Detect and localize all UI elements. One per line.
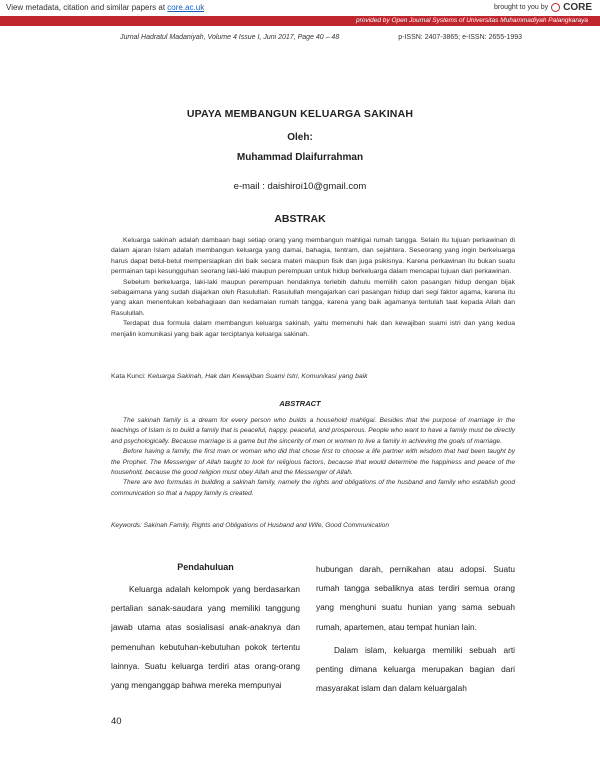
body-paragraph: Dalam islam, keluarga memiliki sebuah arti penting dimana keluarga merupakan bagian dari masyarakat islam dan dalam keluargalah	[316, 644, 515, 694]
brought-by: brought to you by CORE	[494, 2, 592, 13]
paper-title: UPAYA MEMBANGUN KELUARGA SAKINAH	[186, 108, 414, 120]
abstrak-paragraph: Keluarga sakinah adalah dambaan bagi setiap orang yang membangun mahligai rumah tangga. Selain itu tujuan perkawinan di dalam ajaran Islam adalah membangun keluarga yang damai, bahagia, tentram, dan sejahtera. Seseorang yang ingin berkeluarga harus dapat betul-betul mempersiapkan diri baik secara materi maupun fisik dan juga psikisnya. Karena perkawinan itu bukan suatu permainan tapi kesungguhan seorang laki-laki maupun perempuan untuk hidup berkeluarga dalam mencapai tujuan dari perkawinan.	[111, 237, 515, 276]
left-column	[111, 560, 300, 695]
abstract-paragraph: The sakinah family is a dream for every person who builds a household mahligai. Besides that the purpose of marriage in the teachings of Islam is to build a family that is peaceful, happy, peaceful, and prosperous. People who want to have a family must be directly and psychologically. Because marriage is a game but the sincerity of men or women to live a family in achieving the goals of marriage.	[111, 417, 515, 445]
abstrak-paragraph: Sebelum berkeluarga, laki-laki maupun perempuan hendaknya terlebih dahulu memilih calon pasangan hidup dengan bijak sebagaimana yang sudah diajarkan oleh Rasulullah. Rasulullah mengajarkan cari pasangan hidup dari segi faktor agama, karena itu yang akan menentukan kebahagiaan dan kedamaian rumah tangga, karena yang baik agamanya tentulah taat kepada Allah dan Rasulullah.	[111, 278, 515, 317]
abstrak-heading: ABSTRAK	[274, 213, 326, 225]
abstrak-body	[111, 236, 515, 340]
journal-citation: Jurnal Hadratul Madaniyah, Volume 4 Issue I, Juni 2017, Page 40 – 48	[120, 34, 340, 41]
journal-issn: p-ISSN: 2407-3865; e-ISSN: 2655-1993	[398, 34, 522, 41]
section-heading: Pendahuluan	[177, 562, 234, 572]
abstract-body	[111, 416, 515, 499]
abstract-heading: ABSTRACT	[279, 399, 321, 408]
by-label: Oleh:	[287, 132, 313, 143]
core-banner	[0, 0, 600, 16]
body-paragraph: hubungan darah, pernikahan atau adopsi. Suatu rumah tangga sebaliknya atas terdiri semua orang yang menghuni suatu hunian yang sama sebuah rumah, apartemen, atau tempat hunian lain.	[316, 564, 515, 632]
author-name: Muhammad Dlaifurrahman	[236, 152, 364, 163]
core-link[interactable]: core.ac.uk	[167, 3, 205, 12]
body-paragraph: Keluarga adalah kelompok yang berdasarkan pertalian sanak-saudara yang memiliki tanggung jawab utama atas sosialisasi anak-anaknya dan pemenuhan kebutuhan-kebutuhan pokok tertentu lainnya. Suatu keluarga terdiri atas orang-orang yang menganggap bahwa mereka mempunyai	[111, 584, 300, 691]
kata-kunci: Kata Kunci: Keluarga Sakinah, Hak dan Kewajiban Suami Istri, Komunikasi yang baik	[111, 373, 368, 380]
journal-header	[120, 34, 522, 41]
abstrak-paragraph: Terdapat dua formula dalam membangun keluarga sakinah, yaitu memenuhi hak dan kewajiban suami istri dan yang kedua menjalin komunikasi yang baik agar terciptanya keluarga sakinah.	[111, 320, 515, 338]
abstract-paragraph: There are two formulas in building a sakinah family, namely the rights and obligations of the husband and family who establish good communication so that a happy family is created.	[111, 479, 515, 497]
right-column	[316, 560, 515, 698]
abstract-paragraph: Before having a family, the first man or woman who did that chose first to choose a life partner with wisdom that had been taught by the Prophet. The Messenger of Allah taught to look for religious factors, because that would determine the happiness and peace of the household, because the good religion must obey Allah and the Messenger of Allah.	[111, 448, 515, 477]
metadata-link-text: View metadata, citation and similar papers at core.ac.uk	[6, 3, 205, 12]
author-email: e-mail : daishiroi10@gmail.com	[233, 181, 367, 192]
keywords: Keywords: Sakinah Family, Rights and Obligations of Husband and Wife, Good Communication	[111, 522, 389, 529]
core-logo[interactable]: CORE	[563, 2, 592, 13]
core-logo-icon	[551, 3, 560, 12]
page-number: 40	[111, 716, 122, 727]
provider-bar: provided by Open Journal Systems of Universitas Muhammadiyah Palangkaraya	[0, 16, 600, 26]
